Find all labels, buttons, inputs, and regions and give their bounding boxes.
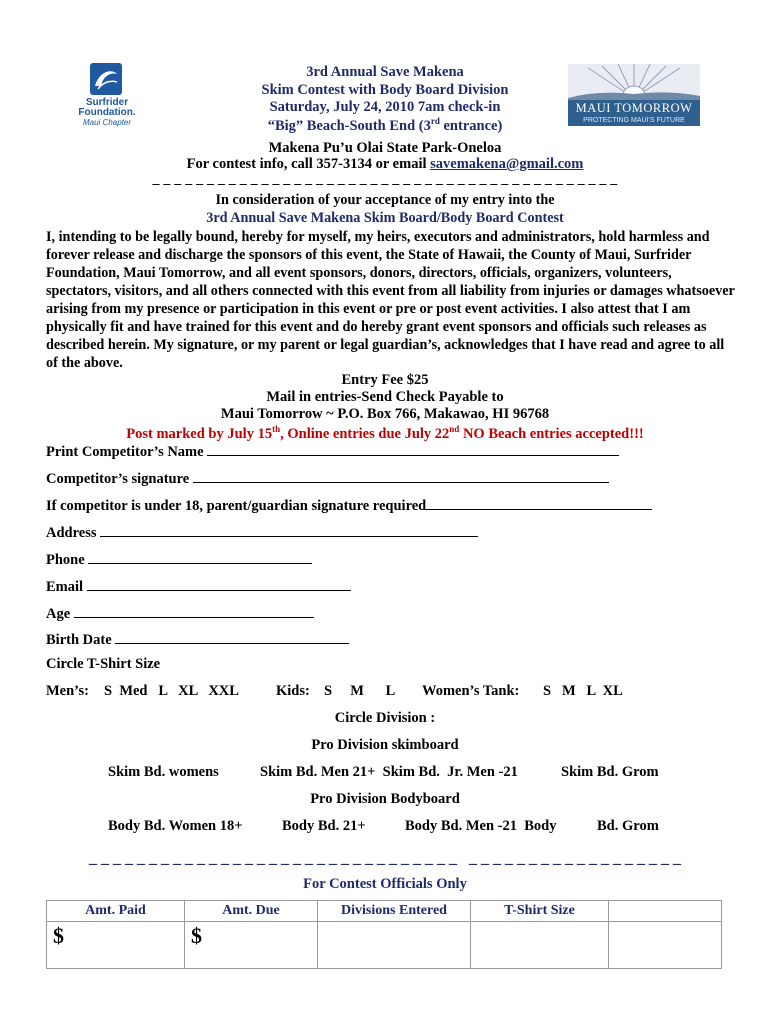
body-division-women[interactable]: Body Bd. Women 18+: [108, 818, 243, 834]
womens-label: Women’s Tank:: [422, 683, 520, 699]
deadline-pre: Post marked by July 15: [126, 425, 273, 442]
birth-date-field[interactable]: [115, 629, 349, 644]
kids-label: Kids:: [276, 683, 310, 699]
maui-tomorrow-tagline: PROTECTING MAUI'S FUTURE: [568, 116, 700, 126]
mailing-address: Maui Tomorrow ~ P.O. Box 766, Makawao, HI 96768: [220, 406, 550, 422]
body-division-grom[interactable]: Bd. Grom: [597, 818, 659, 834]
surfrider-line3: Maui Chapter: [82, 118, 132, 127]
park-name: Makena Pu’u Olai State Park-Oneloa: [268, 140, 502, 156]
mens-sizes[interactable]: S Med L XL XXL: [104, 683, 239, 699]
event-date: Saturday, July 24, 2010 7am check-in: [269, 99, 501, 115]
body-heading: Pro Division Bodyboard: [310, 791, 460, 807]
contact-text: For contest info, call 357-3134 or email: [186, 156, 431, 172]
officials-table: [46, 900, 722, 969]
print-name-label: Print Competitor’s Name: [46, 444, 204, 460]
address-field[interactable]: [100, 522, 478, 537]
waiver-text: I, intending to be legally bound, hereby for myself, my heirs, executors and administrators, hold harmless and forever release and discharge the sponsors of this event, the State of Hawaii, the County of Maui, Surfrider Foundation, Maui Tomorrow, and all event sponsors, donors, directors, officials, organizers, volunteers, spectators, visitors, and all others connected with this event from all liability from injuries or damages whatsoever arising from my presence or participation in this event or pre or post event activities. I also attest that I am physically fit and have trained for this event and do hereby grant event sponsors and officials such releases as described herein. My signature, or my parent or legal guardian’s, acknowledges that I have read and agree to all of the above.: [46, 229, 735, 371]
signature-row: [46, 468, 609, 488]
birth-date-row: [46, 629, 349, 649]
surfrider-line1: Surfrider: [85, 97, 129, 108]
age-field[interactable]: [74, 603, 314, 618]
mens-label: Men’s:: [46, 683, 89, 699]
deadline-sup2: nd: [449, 424, 460, 434]
cell-extra[interactable]: [609, 922, 722, 969]
deadline-mid: , Online entries due July 22: [280, 425, 450, 442]
print-name-row: [46, 441, 619, 461]
skim-heading: Pro Division skimboard: [311, 737, 459, 753]
col-tshirt: T-Shirt Size: [471, 901, 609, 922]
event-subtitle: Skim Contest with Body Board Division: [261, 82, 509, 98]
header-dashes: _ _ _ _ _ _ _ _ _ _ _ _ _ _ _ _ _ _ _ _ _ _ _ _ _ _ _ _ _ _ _ _ _ _ _ _ _ _ _ _ _ _ _: [152, 172, 618, 187]
kids-sizes[interactable]: S M L: [324, 683, 396, 699]
email-field[interactable]: [87, 576, 351, 591]
surfrider-line2: Foundation.: [78, 107, 136, 118]
division-heading: Circle Division :: [334, 710, 436, 726]
cell-tshirt[interactable]: [471, 922, 609, 969]
cell-divisions[interactable]: [318, 922, 471, 969]
phone-label: Phone: [46, 552, 85, 568]
address-label: Address: [46, 525, 97, 541]
print-name-field[interactable]: [207, 441, 619, 456]
event-title: 3rd Annual Save Makena: [306, 64, 464, 80]
age-row: [46, 603, 314, 623]
officials-dashes: _ _ _ _ _ _ _ _ _ _ _ _ _ _ _ _ _ _ _ _ _ _ _ _ _ _ _ _ _ _ _ _ _ _ _ _ _ _ _ _ _ _ _ _ _ _ _ _ _: [89, 850, 681, 867]
contact-email-link[interactable]: savemakena@gmail.com: [430, 156, 584, 172]
col-divisions: Divisions Entered: [318, 901, 471, 922]
skim-division-womens[interactable]: Skim Bd. womens: [108, 764, 219, 780]
officials-heading: For Contest Officials Only: [303, 876, 467, 892]
location-sup: rd: [430, 116, 440, 126]
cell-amt-paid[interactable]: $: [47, 922, 185, 969]
phone-row: [46, 549, 312, 569]
location-pre: “Big” Beach-South End (3: [267, 117, 431, 134]
signature-field[interactable]: [193, 468, 609, 483]
skim-division-grom[interactable]: Skim Bd. Grom: [561, 764, 659, 780]
entry-fee: Entry Fee $25: [341, 372, 429, 388]
guardian-label: If competitor is under 18, parent/guardian signature required: [46, 498, 427, 514]
cell-amt-due[interactable]: $: [185, 922, 318, 969]
officials-entry-row: [47, 922, 722, 969]
tshirt-heading: Circle T-Shirt Size: [46, 656, 161, 672]
birth-date-label: Birth Date: [46, 632, 112, 648]
maui-tomorrow-name: MAUI TOMORROW: [568, 100, 700, 116]
address-row: [46, 522, 478, 542]
deadline-post: NO Beach entries accepted!!!: [459, 425, 644, 442]
deadline-notice: [0, 424, 770, 443]
skim-division-men[interactable]: Skim Bd. Men 21+ Skim Bd. Jr. Men -21: [260, 764, 518, 780]
location-post: entrance): [439, 117, 503, 134]
email-label: Email: [46, 579, 84, 595]
phone-field[interactable]: [88, 549, 312, 564]
age-label: Age: [46, 606, 71, 622]
col-amt-paid: Amt. Paid: [47, 901, 185, 922]
mail-entries: Mail in entries-Send Check Payable to: [266, 389, 504, 405]
col-amt-due: Amt. Due: [185, 901, 318, 922]
officials-header-row: [47, 901, 722, 922]
womens-sizes[interactable]: S M L XL: [543, 683, 623, 699]
deadline-sup1: th: [272, 424, 281, 434]
email-row: [46, 576, 351, 596]
waiver-intro: In consideration of your acceptance of my entry into the: [215, 192, 555, 208]
guardian-signature-field[interactable]: [426, 495, 652, 510]
guardian-row: [46, 495, 652, 515]
event-location: [0, 116, 770, 135]
body-division-21[interactable]: Body Bd. 21+: [282, 818, 366, 834]
signature-label: Competitor’s signature: [46, 471, 190, 487]
waiver-contest-name: 3rd Annual Save Makena Skim Board/Body Board Contest: [206, 210, 564, 226]
col-extra: [609, 901, 722, 922]
contact-info: [0, 156, 770, 173]
body-division-men[interactable]: Body Bd. Men -21 Body: [405, 818, 557, 834]
